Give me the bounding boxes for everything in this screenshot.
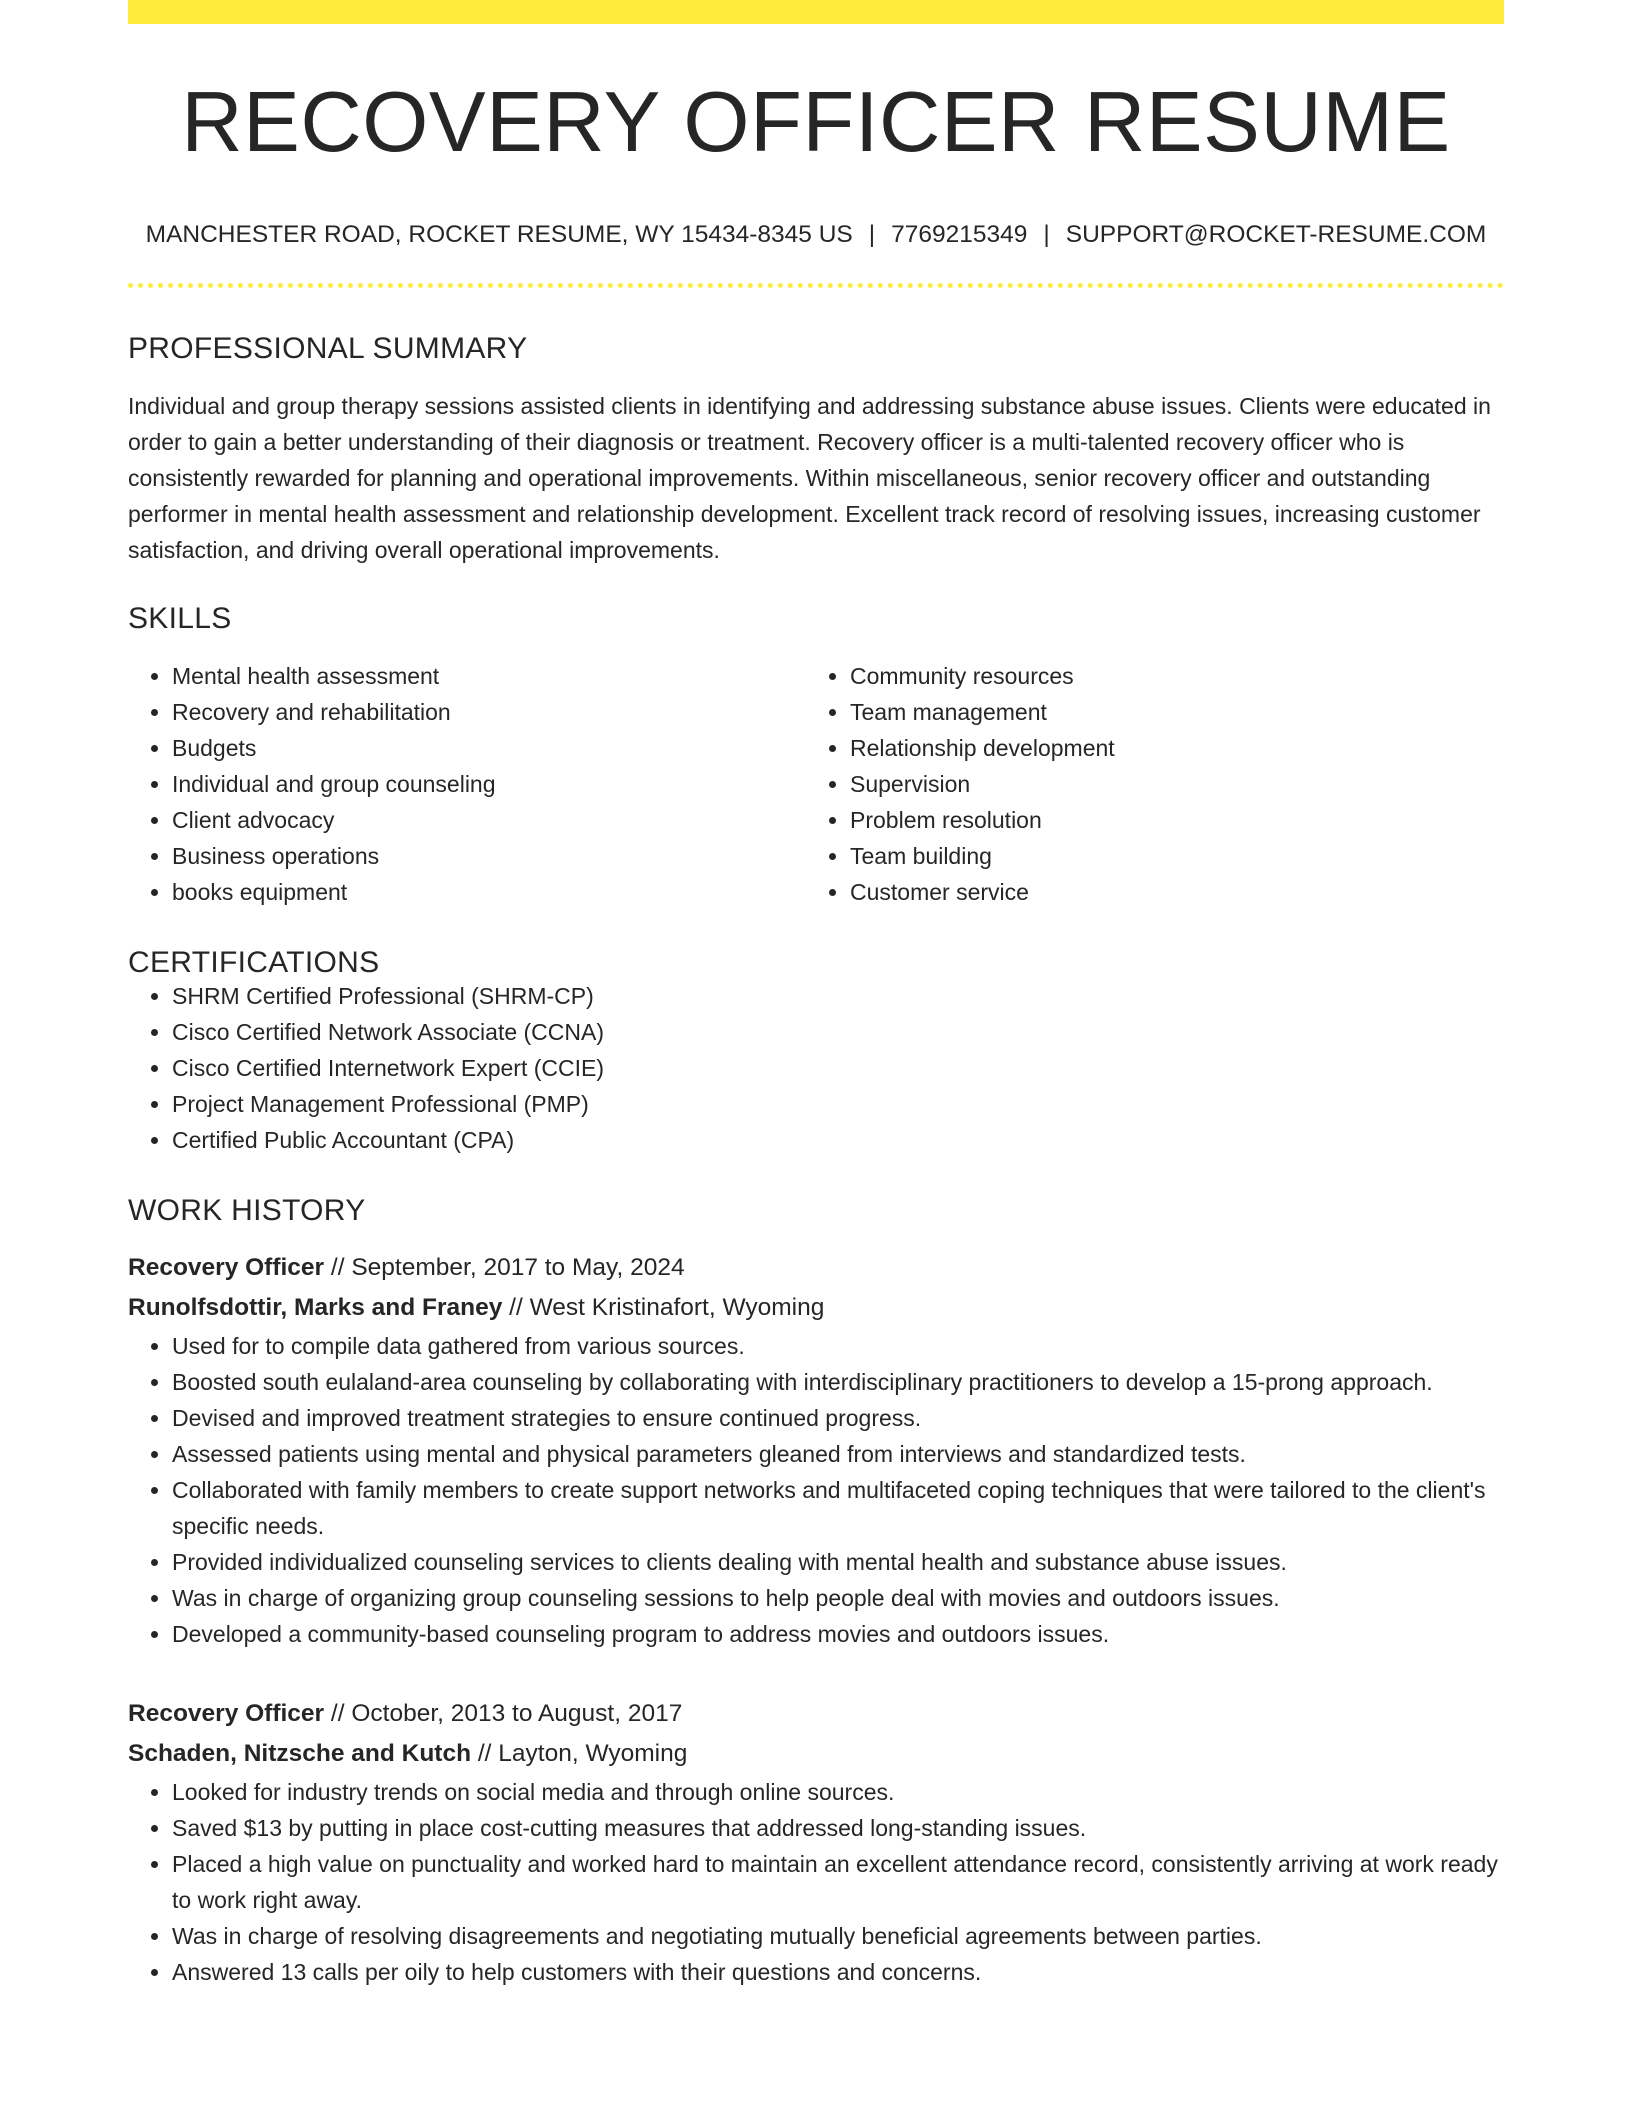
accent-top-bar — [128, 0, 1504, 24]
job-bullet: • Used for to compile data gathered from various sources. — [172, 1328, 1504, 1364]
contact-phone: 7769215349 — [891, 221, 1028, 248]
contact-separator: | — [868, 221, 876, 248]
skill-item: • Customer service — [850, 874, 1484, 910]
job-company-line — [128, 1288, 1504, 1328]
certification-item: • Project Management Professional (PMP) — [172, 1086, 1504, 1122]
certification-item: • Certified Public Accountant (CPA) — [172, 1122, 1504, 1158]
contact-email: SUPPORT@ROCKET-RESUME.COM — [1065, 221, 1487, 248]
skill-item: • books equipment — [172, 874, 806, 910]
job-bullets — [128, 1774, 1504, 1990]
resume-page — [128, 0, 1504, 1990]
job-company: Schaden, Nitzsche and Kutch — [128, 1739, 472, 1767]
job-location: // Layton, Wyoming — [471, 1739, 688, 1767]
job-bullet: • Boosted south eulaland-area counseling by collaborating with interdisciplinary practitioners to develop a 15-prong approach. — [172, 1364, 1504, 1400]
skill-item: • Supervision — [850, 766, 1484, 802]
job-dates: // October, 2013 to August, 2017 — [324, 1699, 683, 1727]
contact-address: MANCHESTER ROAD, ROCKET RESUME, WY 15434-8345 US — [145, 221, 853, 248]
skill-item: • Budgets — [172, 730, 806, 766]
job-position: Recovery Officer — [128, 1253, 325, 1281]
certification-item: • SHRM Certified Professional (SHRM-CP) — [172, 978, 1504, 1014]
job-location: // West Kristinafort, Wyoming — [502, 1293, 825, 1321]
job-bullet: • Answered 13 calls per oily to help customers with their questions and concerns. — [172, 1954, 1504, 1990]
skill-item: • Individual and group counseling — [172, 766, 806, 802]
skill-item: • Team building — [850, 838, 1484, 874]
skills-column-left — [128, 658, 806, 910]
job-position-line — [128, 1248, 1504, 1288]
summary-heading: PROFESSIONAL SUMMARY — [128, 331, 528, 365]
job-bullet: • Saved $13 by putting in place cost-cutting measures that addressed long-standing issues. — [172, 1810, 1504, 1846]
work-history-heading: WORK HISTORY — [128, 1193, 366, 1227]
job-bullets — [128, 1328, 1504, 1652]
job-company: Runolfsdottir, Marks and Franey — [128, 1293, 503, 1321]
skills-list-left — [128, 658, 806, 910]
skills-list-right — [806, 658, 1484, 910]
job-bullet: • Collaborated with family members to create support networks and multifaceted coping techniques that were tailored to the client's specific needs. — [172, 1472, 1504, 1544]
skill-item: • Team management — [850, 694, 1484, 730]
job-bullet: • Looked for industry trends on social media and through online sources. — [172, 1774, 1504, 1810]
contact-line — [128, 223, 1504, 248]
skill-item: • Client advocacy — [172, 802, 806, 838]
job-dates: // September, 2017 to May, 2024 — [324, 1253, 685, 1281]
job-bullet: • Provided individualized counseling services to clients dealing with mental health and substance abuse issues. — [172, 1544, 1504, 1580]
skill-item: • Community resources — [850, 658, 1484, 694]
skill-item: • Mental health assessment — [172, 658, 806, 694]
skill-item: • Problem resolution — [850, 802, 1484, 838]
job-bullet: • Developed a community-based counseling program to address movies and outdoors issues. — [172, 1616, 1504, 1652]
job-position: Recovery Officer — [128, 1699, 325, 1727]
skills-heading: SKILLS — [128, 601, 232, 635]
skills-grid — [128, 658, 1504, 910]
job-bullet: • Was in charge of organizing group counseling sessions to help people deal with movies and outdoors issues. — [172, 1580, 1504, 1616]
certification-item: • Cisco Certified Internetwork Expert (CCIE) — [172, 1050, 1504, 1086]
skill-item: • Business operations — [172, 838, 806, 874]
contact-separator: | — [1043, 221, 1050, 248]
job-bullet: • Devised and improved treatment strategies to ensure continued progress. — [172, 1400, 1504, 1436]
job-entry — [128, 1248, 1504, 1652]
dotted-divider — [128, 283, 1504, 288]
job-bullet: • Was in charge of resolving disagreements and negotiating mutually beneficial agreements between parties. — [172, 1918, 1504, 1954]
job-position-line — [128, 1694, 1504, 1734]
skill-item: • Relationship development — [850, 730, 1484, 766]
summary-text: Individual and group therapy sessions assisted clients in identifying and addressing substance abuse issues. Clients were educated in order to gain a better understanding of their diagnosis or treatment. Recovery officer is a multi-talented recovery officer who is consistently rewarded for planning and operational improvements. Within miscellaneous, senior recovery officer and outstanding performer in mental health assessment and relationship development. Excellent track record of resolving issues, increasing customer satisfaction, and driving overall operational improvements. — [128, 392, 1491, 563]
skill-item: • Recovery and rehabilitation — [172, 694, 806, 730]
certifications-list — [128, 978, 1504, 1158]
job-bullet: • Placed a high value on punctuality and worked hard to maintain an excellent attendance record, consistently arriving at work ready to work right away. — [172, 1846, 1504, 1918]
job-entry — [128, 1694, 1504, 1990]
certifications-heading: CERTIFICATIONS — [128, 945, 380, 979]
certification-item: • Cisco Certified Network Associate (CCNA) — [172, 1014, 1504, 1050]
job-company-line — [128, 1734, 1504, 1774]
resume-title: RECOVERY OFFICER RESUME — [181, 75, 1451, 170]
job-bullet: • Assessed patients using mental and physical parameters gleaned from interviews and standardized tests. — [172, 1436, 1504, 1472]
skills-column-right — [806, 658, 1484, 910]
